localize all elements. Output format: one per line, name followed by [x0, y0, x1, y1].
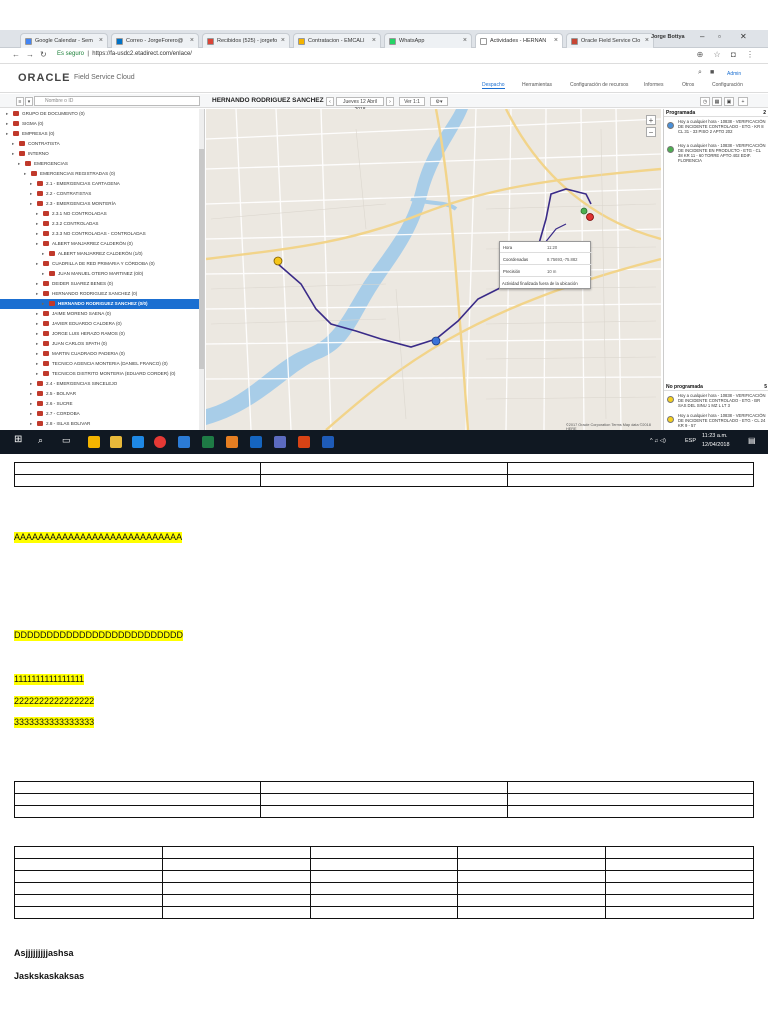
- empty-table-2: [14, 781, 754, 818]
- tree-item-label: 2.4 - EMERGENCIAS SINCELEJO: [46, 381, 118, 386]
- map-attribution: ©2017 Oracle Corporation Terms Map data ©2018 HERE: [566, 423, 651, 430]
- tab-favicon-icon: [389, 38, 396, 45]
- notifications-icon[interactable]: ▤: [748, 436, 756, 445]
- tree-item-label: 2.3.3 NO CONTROLADAS - CONTROLADAS: [52, 231, 146, 236]
- app-header: [0, 65, 768, 93]
- expand-chevron-icon[interactable]: ▸: [36, 361, 39, 366]
- tab-close-icon[interactable]: ×: [98, 37, 103, 44]
- tree-item[interactable]: [0, 209, 204, 219]
- address-bar: [0, 48, 768, 64]
- expand-chevron-icon[interactable]: ▸: [36, 311, 39, 316]
- popup-row: [500, 254, 592, 265]
- oracle-logo: ORACLE: [18, 72, 71, 84]
- expand-chevron-icon[interactable]: ▸: [36, 331, 39, 336]
- activity-item[interactable]: Hoy a cualquier hora - 10838 - VERIFICACIÓN DE INCIDENTE CONTROLADO - ETG - CL 24 KR 9 - 57: [664, 411, 768, 430]
- tree-item[interactable]: [0, 149, 204, 159]
- add-icon[interactable]: +: [738, 97, 748, 106]
- grid-view-icon[interactable]: ▦: [712, 97, 722, 106]
- tree-item-label: JAIME MORENO SAENA (0): [52, 311, 111, 316]
- tree-item[interactable]: [0, 249, 204, 259]
- tree-item[interactable]: [0, 299, 204, 309]
- group-icon: [37, 391, 43, 396]
- browser-tools[interactable]: ⊕ ☆ ◘ ⋮: [696, 50, 758, 59]
- tree-item[interactable]: [0, 269, 204, 279]
- tab-label: WhatsApp: [399, 38, 425, 44]
- menu-configuracion[interactable]: Configuración: [712, 82, 743, 88]
- tab-close-icon[interactable]: ×: [371, 37, 376, 44]
- menu-despacho[interactable]: Despacho: [482, 82, 505, 88]
- group-icon: [43, 211, 49, 216]
- tab-label: Correo - JorgeForero@: [126, 38, 184, 44]
- noprog-count: 5: [764, 384, 767, 390]
- highlighted-line-2: 2222222222222222: [14, 696, 95, 706]
- back-icon[interactable]: ←: [12, 50, 20, 59]
- group-icon: [43, 351, 49, 356]
- clock-date[interactable]: 12/04/2018: [702, 442, 730, 448]
- group-icon: [37, 201, 43, 206]
- expand-chevron-icon[interactable]: ▸: [42, 301, 45, 306]
- expand-chevron-icon[interactable]: ▸: [36, 231, 39, 236]
- map-canvas: [206, 109, 661, 430]
- expand-chevron-icon[interactable]: ▸: [30, 411, 33, 416]
- expand-chevron-icon[interactable]: ▸: [6, 121, 9, 126]
- tree-item[interactable]: [0, 139, 204, 149]
- menu-herramientas[interactable]: Herramientas: [522, 82, 553, 88]
- location-popup: [499, 241, 591, 289]
- clock-icon[interactable]: ◷: [700, 97, 710, 106]
- group-icon: [37, 381, 43, 386]
- tree-item[interactable]: [0, 279, 204, 289]
- tree-item[interactable]: [0, 309, 204, 319]
- clock-time[interactable]: 11:23 a.m.: [702, 433, 728, 439]
- zoom-out-button[interactable]: −: [646, 127, 656, 137]
- tab-favicon-icon: [298, 38, 305, 45]
- tree-item-label: MARTIN CUADRADO PADERIA (0): [52, 351, 125, 356]
- tab-favicon-icon: [207, 38, 214, 45]
- tab-close-icon[interactable]: ×: [462, 37, 467, 44]
- tree-item-label: ALBERT MANJARREZ CALDERÓN (0): [52, 241, 133, 246]
- tab-label: Recibidos (525) - jorgefo: [217, 38, 278, 44]
- browser-tab[interactable]: [202, 33, 290, 48]
- tray-icons[interactable]: ^ ♫ ◁): [650, 438, 666, 444]
- tree-scrollbar[interactable]: [199, 109, 204, 430]
- tab-favicon-icon: [116, 38, 123, 45]
- tab-close-icon[interactable]: ×: [189, 37, 194, 44]
- group-icon: [19, 151, 25, 156]
- filter-button[interactable]: ▾: [25, 97, 33, 106]
- browser-tab[interactable]: [111, 33, 199, 48]
- activity-item[interactable]: Hoy a cualquier hora - 10838 - VERIFICACIÓN DE INCIDENTE CONTROLADO - ETG - BR SAS DEL SINU 1 MZ L LT 3: [664, 391, 768, 411]
- secure-label: Es seguro: [57, 51, 85, 57]
- tree-item-label: JAVIER EDUARDO CALDERA (0): [52, 321, 122, 326]
- activity-status-icon: [667, 146, 674, 153]
- store-icon[interactable]: [88, 436, 100, 448]
- tab-label: Google Calendar - Sem: [35, 38, 93, 44]
- tree-item[interactable]: [0, 229, 204, 239]
- group-icon: [37, 191, 43, 196]
- browser-tab-strip: [0, 30, 768, 48]
- expand-chevron-icon[interactable]: ▸: [6, 131, 9, 136]
- tree-item[interactable]: [0, 369, 204, 379]
- dispatch-toolbar: [0, 94, 768, 108]
- expand-chevron-icon[interactable]: ▸: [18, 161, 21, 166]
- tree-item-label: 2.6 - SUCRE: [46, 401, 73, 406]
- expand-chevron-icon[interactable]: ▸: [30, 421, 33, 426]
- group-icon: [37, 411, 43, 416]
- tree-item-label: ALBERT MANJARREZ CALDERÓN (1/0): [58, 251, 143, 256]
- tab-favicon-icon: [25, 38, 32, 45]
- menu-configuracion-recursos[interactable]: Configuración de recursos: [570, 82, 629, 88]
- group-icon: [43, 371, 49, 376]
- expand-chevron-icon[interactable]: ▸: [36, 341, 39, 346]
- activity-status-icon: [667, 416, 674, 423]
- app-icon[interactable]: [274, 436, 286, 448]
- expand-chevron-icon[interactable]: ▸: [30, 201, 33, 206]
- group-icon: [43, 361, 49, 366]
- tab-label: Actividades - HERNAN: [490, 38, 547, 44]
- expand-chevron-icon[interactable]: ▸: [30, 381, 33, 386]
- popup-row: [500, 266, 592, 277]
- browser-tab[interactable]: [293, 33, 381, 48]
- app-icon[interactable]: [178, 436, 190, 448]
- resource-name: HERNANDO RODRIGUEZ SANCHEZ: [212, 97, 324, 104]
- excel-icon[interactable]: [202, 436, 214, 448]
- popup-value: 8.75693,-75.882: [547, 257, 578, 262]
- tree-item-label: EMERGENCIAS REGISTRADAS (0): [40, 171, 116, 176]
- empty-table-1: [14, 462, 754, 487]
- zoom-in-button[interactable]: +: [646, 115, 656, 125]
- windows-taskbar: [0, 430, 768, 454]
- expand-chevron-icon[interactable]: ▸: [36, 281, 39, 286]
- group-icon: [43, 281, 49, 286]
- expand-chevron-icon[interactable]: ▸: [36, 221, 39, 226]
- resource-tree: [0, 109, 205, 430]
- expand-chevron-icon[interactable]: ▸: [6, 111, 9, 116]
- activity-status-icon: [667, 122, 674, 129]
- browser-user-name[interactable]: Jorge Bottya: [651, 34, 685, 40]
- tree-item-label: EMERGENCIAS: [34, 161, 68, 166]
- expand-chevron-icon[interactable]: ▸: [12, 151, 15, 156]
- activity-status-icon: [667, 396, 674, 403]
- group-icon: [31, 171, 37, 176]
- group-icon: [13, 131, 19, 136]
- edge-icon[interactable]: [132, 436, 144, 448]
- tree-item-label: 2.2 - CONTRATISTAS: [46, 191, 92, 196]
- tree-item[interactable]: [0, 219, 204, 229]
- expand-chevron-icon[interactable]: ▸: [12, 141, 15, 146]
- outlook-icon[interactable]: [250, 436, 262, 448]
- highlighted-line-3: 3333333333333333: [14, 717, 95, 727]
- tree-item[interactable]: [0, 169, 204, 179]
- resource-search-input[interactable]: Nombre o ID: [34, 96, 200, 106]
- tree-item-label: 2.3.1 NO CONTROLADAS: [52, 211, 107, 216]
- tab-favicon-icon: [480, 38, 487, 45]
- tree-item-label: TECNICO AGENCIA MONTERIA (DANIEL FRANCO) (0): [52, 361, 168, 366]
- expand-chevron-icon[interactable]: ▸: [36, 261, 39, 266]
- group-icon: [13, 111, 19, 116]
- group-icon: [37, 181, 43, 186]
- expand-chevron-icon[interactable]: ▸: [36, 371, 39, 376]
- tab-label: Oracle Field Service Clo: [581, 38, 641, 44]
- expand-chevron-icon[interactable]: ▸: [42, 271, 45, 276]
- browser-tab[interactable]: [384, 33, 472, 48]
- tab-label: Contratacion - EMCALI: [308, 38, 365, 44]
- forward-icon[interactable]: →: [26, 50, 34, 59]
- menu-informes[interactable]: Informes: [644, 82, 664, 88]
- word-icon[interactable]: [322, 436, 334, 448]
- admin-label[interactable]: Admin: [727, 71, 742, 77]
- menu-otros[interactable]: Otros: [682, 82, 695, 88]
- tree-toggle-button[interactable]: ≡: [16, 97, 24, 106]
- popup-key: Hora: [503, 245, 513, 250]
- tree-item-label: SIGMA (0): [22, 121, 44, 126]
- popup-row: [500, 242, 592, 253]
- close-window-icon[interactable]: ✕: [740, 32, 747, 41]
- tree-item-label: 2.1 - EMERGENCIAS CARTAGENA: [46, 181, 120, 186]
- group-icon: [43, 291, 49, 296]
- group-icon: [19, 141, 25, 146]
- minimize-icon[interactable]: –: [700, 32, 705, 41]
- group-icon: [13, 121, 19, 126]
- tree-item[interactable]: [0, 349, 204, 359]
- expand-chevron-icon[interactable]: ▸: [36, 321, 39, 326]
- map-marker-activity-icon[interactable]: [587, 214, 594, 221]
- activity-panel: [663, 109, 768, 430]
- popup-value: 10 m: [547, 269, 557, 274]
- tree-item[interactable]: [0, 359, 204, 369]
- tree-item[interactable]: [0, 199, 204, 209]
- file-explorer-icon[interactable]: [110, 436, 122, 448]
- expand-chevron-icon[interactable]: ▸: [30, 391, 33, 396]
- tree-item[interactable]: [0, 179, 204, 189]
- tree-item[interactable]: [0, 399, 204, 409]
- tree-item-label: TECNICOS DISTRITO MONTERIA (EDUARD CORDER) (0): [52, 371, 176, 376]
- popup-value: 11:20: [547, 245, 558, 250]
- programada-header: Programada 2: [666, 110, 766, 116]
- tab-close-icon[interactable]: ×: [553, 37, 558, 44]
- group-icon: [43, 321, 49, 326]
- tree-item-label: DEIDER SUAREZ BENES (0): [52, 281, 114, 286]
- activity-item[interactable]: Hoy a cualquier hora - 10838 - VERIFICACIÓN DE INCIDENTE EN PRODUCTO - ETG - CL 38 KR 11 - 60 TORRE APTO 402 EDIF. FLORENCIA: [664, 141, 768, 165]
- product-name: Field Service Cloud: [74, 74, 135, 81]
- tree-item[interactable]: [0, 189, 204, 199]
- tree-item-label: JUAN MANUEL OTERO MARTINEZ (0/0): [58, 271, 144, 276]
- expand-chevron-icon[interactable]: ▸: [30, 191, 33, 196]
- highlighted-line-a: AAAAAAAAAAAAAAAAAAAAAAAAAAAA: [14, 532, 183, 542]
- browser-tab[interactable]: [566, 33, 654, 48]
- tree-item[interactable]: [0, 419, 204, 429]
- tree-item[interactable]: [0, 319, 204, 329]
- group-icon: [49, 271, 55, 276]
- tab-close-icon[interactable]: ×: [644, 37, 649, 44]
- route-map[interactable]: [206, 109, 661, 430]
- next-date-button[interactable]: ›: [386, 97, 394, 106]
- expand-chevron-icon[interactable]: ▸: [36, 351, 39, 356]
- tree-item-label: HERNANDO RODRIGUEZ SANCHEZ (0/0): [58, 301, 148, 306]
- chat-icon[interactable]: ■: [710, 69, 715, 76]
- tree-item-label: JORGE LUIS HERAZO RAMOS (0): [52, 331, 125, 336]
- tree-item-label: CONTRATISTA: [28, 141, 60, 146]
- tree-item[interactable]: [0, 119, 204, 129]
- browser-tab[interactable]: [475, 33, 563, 48]
- tree-item-label: 2.5 - BOLIVAR: [46, 391, 77, 396]
- expand-chevron-icon[interactable]: ▸: [36, 211, 39, 216]
- maximize-icon[interactable]: ▫: [718, 32, 721, 41]
- tree-item[interactable]: [0, 329, 204, 339]
- map-marker-current-icon[interactable]: [432, 337, 440, 345]
- input-language[interactable]: ESP: [685, 438, 697, 444]
- tree-item[interactable]: [0, 389, 204, 399]
- group-icon: [43, 231, 49, 236]
- tree-item[interactable]: [0, 339, 204, 349]
- tree-item-label: EMPRESAS (0): [22, 131, 55, 136]
- tree-item-label: 2.3.2 CONTROLADAS: [52, 221, 99, 226]
- expand-chevron-icon[interactable]: ▸: [30, 181, 33, 186]
- reload-icon[interactable]: ↻: [40, 50, 47, 59]
- tree-item[interactable]: [0, 259, 204, 269]
- highlighted-line-d: DDDDDDDDDDDDDDDDDDDDDDDDDD: [14, 630, 183, 640]
- group-icon: [43, 331, 49, 336]
- task-view-icon[interactable]: ▭: [62, 435, 71, 445]
- settings-button[interactable]: ⚙▾: [430, 97, 448, 106]
- chrome-icon[interactable]: [154, 436, 166, 448]
- tree-item-label: JUAN CARLOS SPATH (0): [52, 341, 107, 346]
- url-field[interactable]: Es seguro | https://fa-usdc2.etadirect.com/enlace/: [57, 51, 192, 57]
- document-text-2: Jaskskaskaksas: [14, 971, 85, 981]
- tree-item-label: 2.3 - EMERGENCIAS MONTERÍA: [46, 201, 116, 206]
- popup-key: Precisión: [503, 269, 521, 274]
- expand-chevron-icon[interactable]: ▸: [36, 241, 39, 246]
- tree-item[interactable]: [0, 239, 204, 249]
- prev-date-button[interactable]: ‹: [326, 97, 334, 106]
- expand-chevron-icon[interactable]: ▸: [30, 401, 33, 406]
- activity-item[interactable]: Hoy a cualquier hora - 10838 - VERIFICACIÓN DE INCIDENTE CONTROLADO - ETG - KR 8 CL 31 - 33 PISO 2 APTO 202: [664, 117, 768, 141]
- search-icon[interactable]: ⌕: [698, 69, 702, 76]
- map-marker-green-icon[interactable]: [581, 208, 587, 214]
- programada-count: 2: [763, 110, 766, 116]
- group-icon: [37, 401, 43, 406]
- tree-item-label: HERNANDO RODRIGUEZ SANCHEZ (0): [52, 291, 138, 296]
- map-view-icon[interactable]: ▣: [724, 97, 734, 106]
- browser-tab[interactable]: [20, 33, 108, 48]
- tree-item[interactable]: [0, 379, 204, 389]
- group-icon: [43, 241, 49, 246]
- group-icon: [43, 341, 49, 346]
- empty-table-3: [14, 846, 754, 919]
- tree-item[interactable]: [0, 159, 204, 169]
- group-icon: [49, 301, 55, 306]
- app-icon[interactable]: [226, 436, 238, 448]
- no-programada-header: No programada 5: [666, 384, 767, 390]
- group-icon: [43, 311, 49, 316]
- highlighted-line-1: 1111111111111111: [14, 674, 85, 684]
- expand-chevron-icon[interactable]: ▸: [42, 251, 45, 256]
- map-marker-start-icon[interactable]: [274, 257, 282, 265]
- group-icon: [43, 221, 49, 226]
- date-selector[interactable]: Jueves 12 Abril: [336, 97, 384, 106]
- tab-close-icon[interactable]: ×: [280, 37, 285, 44]
- embedded-screenshot: [0, 30, 768, 454]
- tab-favicon-icon: [571, 38, 578, 45]
- tree-item-label: 2.8 - ISLAS BOLIVAR: [46, 421, 91, 426]
- url-text: https://fa-usdc2.etadirect.com/enlace/: [92, 51, 192, 57]
- group-icon: [37, 421, 43, 426]
- powerpoint-icon[interactable]: [298, 436, 310, 448]
- group-icon: [43, 261, 49, 266]
- expand-chevron-icon[interactable]: ▸: [24, 171, 27, 176]
- tree-item-label: INTERNO: [28, 151, 49, 156]
- expand-chevron-icon[interactable]: ▸: [36, 291, 39, 296]
- view-selector[interactable]: Ver 1:1: [399, 97, 425, 106]
- popup-footer: Actividad finalizada fuera de la ubicación: [502, 281, 578, 286]
- search-icon[interactable]: ⌕: [38, 435, 44, 445]
- popup-key: Coordenadas: [503, 257, 529, 262]
- document-text-1: Asjjjjjjjjjashsa: [14, 948, 74, 958]
- tree-item[interactable]: [0, 409, 204, 419]
- tree-item[interactable]: [0, 109, 204, 119]
- tree-item-label: 2.7 - CORDOBA: [46, 411, 80, 416]
- windows-start-icon[interactable]: ⊞: [14, 434, 23, 445]
- tree-item[interactable]: [0, 129, 204, 139]
- tree-item-label: CUADRILLA DE RED PRIMARIA Y CÓRDOBA (0): [52, 261, 155, 266]
- tree-item-label: GRUPO DE DOCUMENTO (0): [22, 111, 85, 116]
- group-icon: [49, 251, 55, 256]
- group-icon: [25, 161, 31, 166]
- tree-item[interactable]: [0, 289, 204, 299]
